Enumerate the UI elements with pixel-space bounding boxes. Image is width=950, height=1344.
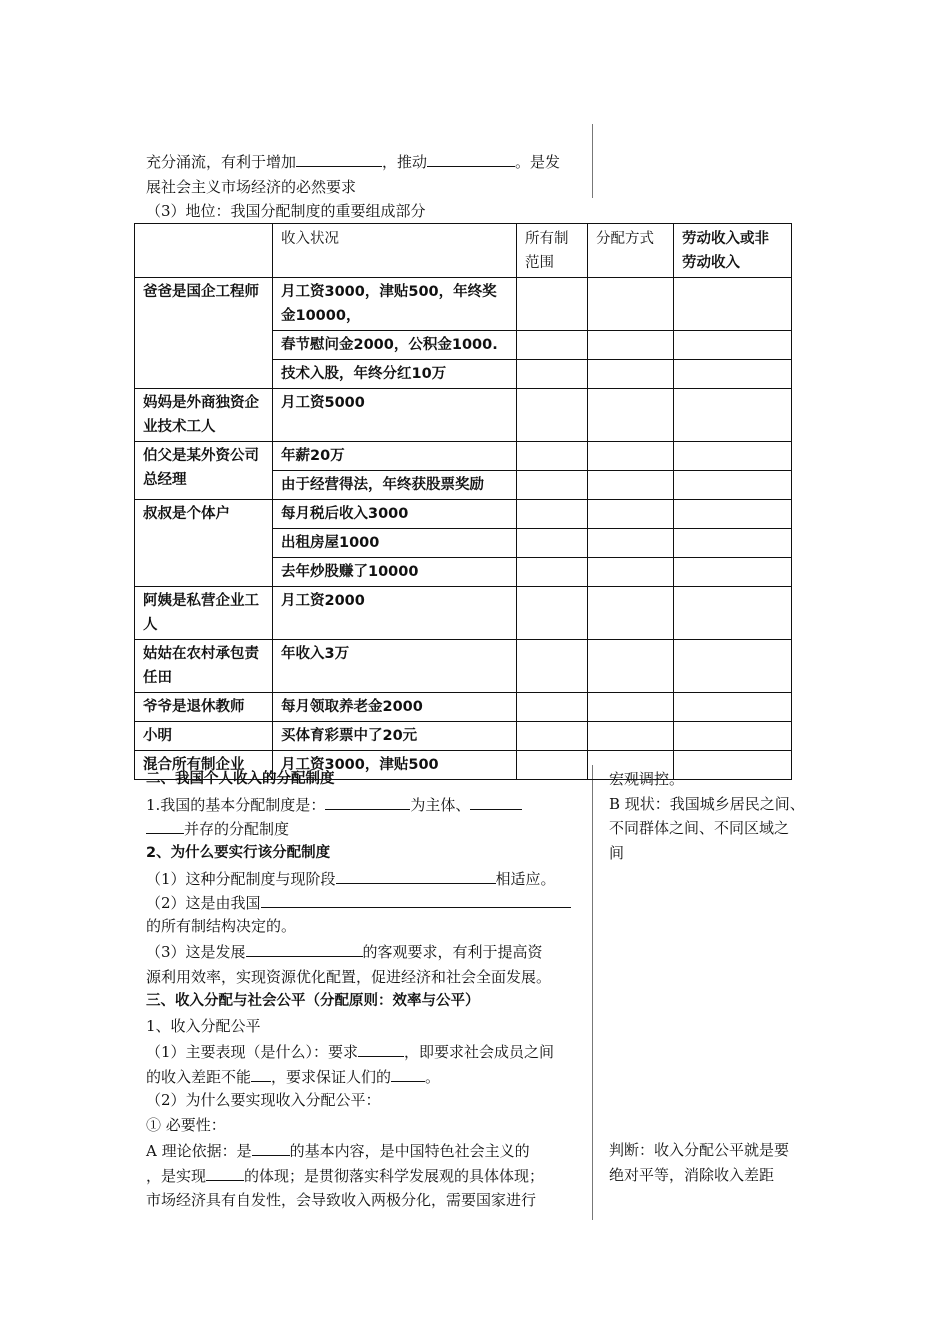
answer-blank[interactable] [391,1066,425,1082]
answer-cell[interactable] [674,529,792,558]
header-cell: 所有制范围 [517,224,588,278]
text-segment: 1.我国的基本分配制度是： [146,796,326,814]
answer-cell[interactable] [588,722,674,751]
answer-blank[interactable] [358,1041,404,1057]
answer-cell[interactable] [588,587,674,640]
income-cell: 年收入3万 [273,640,517,693]
income-cell: 月工资3000，津贴500，年终奖金10000， [273,278,517,331]
answer-blank[interactable] [325,794,410,810]
text-segment: 的体现；是贯彻落实科学发展观的具体体现； [244,1167,545,1185]
income-cell: 年薪20万 [273,442,517,471]
answer-cell[interactable] [674,558,792,587]
section3-p2: （2）为什么要实现收入分配公平： [146,1091,381,1109]
income-cell: 春节慰问金2000，公积金1000. [273,331,517,360]
header-cell: 分配方式 [588,224,674,278]
answer-blank[interactable] [261,892,571,908]
text-segment: A 理论依据：是 [146,1142,252,1160]
answer-cell[interactable] [588,558,674,587]
answer-cell[interactable] [588,360,674,389]
answer-cell[interactable] [674,389,792,442]
answer-blank[interactable] [252,1140,290,1156]
section3-a1 [146,1140,530,1161]
table-header-row [135,224,792,278]
person-cell: 叔叔是个体户 [135,500,273,587]
section2-q2-1 [146,868,556,889]
answer-cell[interactable] [674,722,792,751]
text-line-2: 展社会主义市场经济的必然要求 [146,178,357,196]
column-divider-bottom [592,765,593,1220]
answer-cell[interactable] [674,471,792,500]
text-segment: 为主体、 [410,796,471,814]
header-cell: 劳动收入或非劳动收入 [674,224,792,278]
answer-cell[interactable] [674,693,792,722]
answer-cell[interactable] [588,331,674,360]
person-cell: 爸爸是国企工程师 [135,278,273,389]
answer-blank[interactable] [246,941,363,957]
income-cell: 去年炒股赚了10000 [273,558,517,587]
answer-cell[interactable] [674,442,792,471]
answer-cell[interactable] [588,278,674,331]
answer-cell[interactable] [517,278,588,331]
table-row [135,693,792,722]
text-segment: ，是实现 [146,1167,207,1185]
answer-blank[interactable] [146,818,184,834]
section2-title: 二、我国个人收入的分配制度 [146,771,335,787]
text-segment: ，即要求社会成员之间 [404,1043,555,1061]
answer-cell[interactable] [517,500,588,529]
text-segment: 。 [425,1068,441,1086]
answer-blank[interactable] [427,151,515,167]
table-row [135,278,792,331]
income-cell: 月工资2000 [273,587,517,640]
right-note-3: 不同群体之间、不同区域之 [609,819,790,837]
section3-sub1: 1、收入分配公平 [146,1017,261,1035]
text-segment: 相适应。 [495,870,556,888]
answer-cell[interactable] [588,471,674,500]
table-row [135,722,792,751]
person-cell: 姑姑在农村承包责任田 [135,640,273,693]
answer-blank[interactable] [336,868,496,884]
right-note-1: 宏观调控。 [609,770,685,788]
text-segment: 的收入差距不能 [146,1068,252,1086]
answer-cell[interactable] [674,587,792,640]
answer-cell[interactable] [588,389,674,442]
answer-cell[interactable] [588,529,674,558]
answer-blank[interactable] [470,794,522,810]
header-cell [135,224,273,278]
answer-cell[interactable] [517,722,588,751]
income-cell: 出租房屋1000 [273,529,517,558]
right-note-4: 间 [609,844,625,862]
answer-cell[interactable] [517,471,588,500]
text-segment: （1）这种分配制度与现阶段 [146,870,336,888]
judgement-line-1: 判断：收入分配公平就是要 [609,1141,790,1159]
section2-q2-2 [146,892,571,913]
person-cell: 妈妈是外商独资企业技术工人 [135,389,273,442]
answer-blank[interactable] [206,1165,244,1181]
answer-cell[interactable] [588,500,674,529]
section2-q2-title: 2、为什么要实行该分配制度 [146,845,331,861]
text-segment: 的客观要求，有利于提高资 [362,943,543,961]
table-row [135,587,792,640]
table-row [135,442,792,471]
section3-p1 [146,1041,554,1062]
answer-cell[interactable] [517,360,588,389]
income-cell: 月工资5000 [273,389,517,442]
section3-title: 三、收入分配与社会公平（分配原则：效率与公平） [146,993,480,1009]
person-cell: 阿姨是私营企业工人 [135,587,273,640]
person-cell: 混合所有制企业 [135,751,273,780]
answer-cell[interactable] [674,360,792,389]
table-row [135,389,792,442]
answer-cell[interactable] [588,442,674,471]
text-segment: （2）这是由我国 [146,894,261,912]
answer-cell[interactable] [517,331,588,360]
income-cell: 由于经营得法，年终获股票奖励 [273,471,517,500]
text-segment: 。是发 [515,153,561,171]
section3-a3: 市场经济具有自发性，会导致收入两极分化，需要国家进行 [146,1191,537,1209]
header-cell: 收入状况 [273,224,517,278]
text-segment: ，推动 [382,153,428,171]
answer-cell[interactable] [517,751,588,780]
status-heading: （3）地位：我国分配制度的重要组成部分 [146,202,426,220]
text-segment: 的基本内容，是中国特色社会主义的 [289,1142,530,1160]
income-cell: 每月税后收入3000 [273,500,517,529]
income-cell: 买体育彩票中了20元 [273,722,517,751]
answer-cell[interactable] [674,751,792,780]
text-segment: 充分涌流，有利于增加 [146,153,297,171]
section3-a2 [146,1165,544,1186]
person-cell: 小明 [135,722,273,751]
answer-cell[interactable] [674,500,792,529]
text-segment: ，要求保证人们的 [271,1068,392,1086]
income-cell: 技术入股，年终分红10万 [273,360,517,389]
answer-cell[interactable] [517,693,588,722]
income-cell: 每月领取养老金2000 [273,693,517,722]
answer-blank[interactable] [296,151,382,167]
section2-q2-3 [146,941,543,962]
table-row [135,500,792,529]
answer-cell[interactable] [588,693,674,722]
section2-q2-2-cont: 的所有制结构决定的。 [146,917,297,935]
answer-cell[interactable] [674,640,792,693]
person-cell: 伯父是某外资公司总经理 [135,442,273,500]
text-segment: 并存的分配制度 [184,820,290,838]
section3-p3: ① 必要性： [146,1116,226,1134]
answer-cell[interactable] [588,640,674,693]
income-cell: 月工资3000，津贴500 [273,751,517,780]
text-segment: （1）主要表现（是什么）：要求 [146,1043,359,1061]
answer-cell[interactable] [517,640,588,693]
text-segment: （3）这是发展 [146,943,246,961]
answer-cell[interactable] [674,278,792,331]
section2-q1-line1 [146,794,522,815]
answer-cell[interactable] [517,558,588,587]
section2-q2-3-cont: 源利用效率，实现资源优化配置，促进经济和社会全面发展。 [146,968,552,986]
answer-cell[interactable] [517,529,588,558]
answer-cell[interactable] [517,389,588,442]
table-row [135,640,792,693]
answer-blank[interactable] [251,1066,271,1082]
fill-line-1 [146,151,560,172]
judgement-line-2: 绝对平等，消除收入差距 [609,1166,775,1184]
section3-p1-cont [146,1066,440,1087]
answer-cell[interactable] [674,331,792,360]
column-divider-top [592,124,593,198]
person-cell: 爷爷是退休教师 [135,693,273,722]
answer-cell[interactable] [517,442,588,471]
section2-q1-line2 [146,818,289,839]
income-table [134,223,792,780]
right-note-2: B 现状：我国城乡居民之间、 [609,795,805,813]
answer-cell[interactable] [517,587,588,640]
